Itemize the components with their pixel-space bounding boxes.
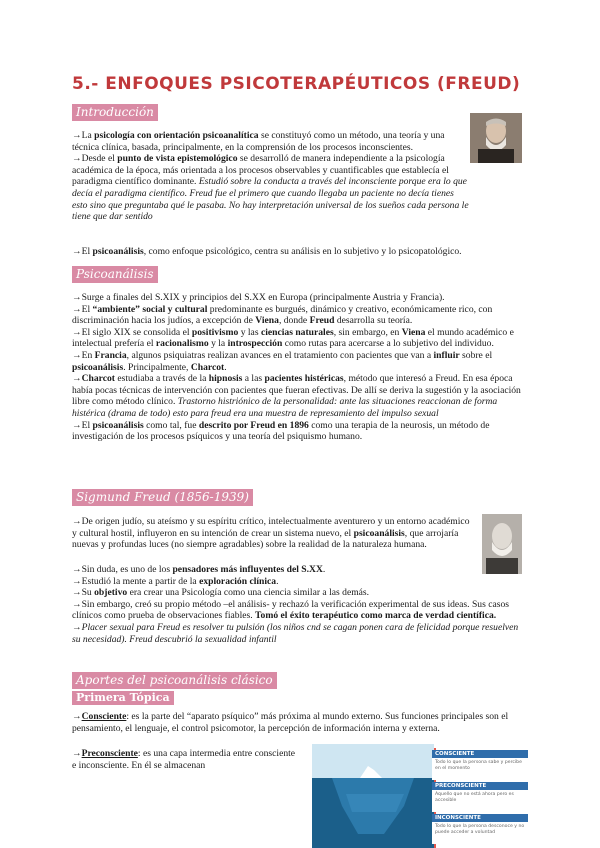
page-title: 5.- ENFOQUES PSICOTERAPÉUTICOS (FREUD) [72, 74, 521, 94]
preconsciente-paragraph: →Preconsciente: es una capa intermedia entre consciente e inconsciente. En él se almacenan [72, 748, 296, 771]
legend-consciente-title: CONSCIENTE [432, 750, 528, 758]
legend-inconsciente [432, 814, 528, 844]
section-heading-aportes: Aportes del psicoanálisis clásico [72, 672, 277, 689]
section-heading-psicoanalisis: Psicoanálisis [72, 266, 158, 283]
section-heading-sigmund-freud: Sigmund Freud (1856-1939) [72, 489, 253, 506]
legend-consciente [432, 750, 528, 780]
section-heading-introduccion: Introducción [72, 104, 158, 121]
legend-preconsciente [432, 782, 528, 812]
freud-paragraph: →De origen judío, su ateísmo y su espíritu crítico, intelectualmente aventurero y un entorno académico y cultural hostil, influyeron en su intención de crear un sistema nuevo, el psicoanálisis, que arrojaría nuevas y profundas luces (no siempre agradables) sobre la realidad de la naturaleza humana. [72, 516, 470, 551]
legend-inconsciente-title: INCONSCIENTE [432, 814, 528, 822]
subheading-primera-topica: Primera Tópica [72, 691, 174, 705]
legend-consciente-text: Todo lo que la persona sabe y percibe en el momento [435, 760, 522, 771]
intro-paragraph: →La psicología con orientación psicoanalítica se constituyó como un método, una teoría y una técnica clínica, basada, principalmente, en la comprensión de los procesos inconscientes. →Desde el punto de vista epistemológico se desarrolló de manera independiente a la psicología académica de la época, más orientada a los procesos observables y cuantificables que establecía el paradigma científico dominante. Estudió sobre la conducta a través del inconsciente porque era lo que decía el paradigma científico. Freud fue el primero que cuando llegaba un paciente no decía tienes esto sino que preguntaba qué le pasaba. No hay interpretación universal de los sueños cada persona le tiene que dar sentido [72, 130, 469, 223]
legend-preconsciente-title: PRECONSCIENTE [432, 782, 528, 790]
psicoanalisis-paragraph: →Surge a finales del S.XIX y principios del S.XX en Europa (principalmente Austria y Francia). →El “ambiente” social y cultural predominante es burgués, dinámico y creativo, económicamente rico, con discriminación hacia los judíos, a excepción de Viena, donde Freud desarrolla su teoría. →El siglo XIX se consolida el positivismo y las ciencias naturales, sin embargo, en Viena el mundo académico e intelectual prefería el racionalismo y la introspección como rutas para acercarse a lo subjetivo del individuo. →En Francia, algunos psiquiatras realizan avances en el tratamiento con pacientes que van a influir sobre el psicoanálisis. Principalmente, Charcot. →Charcot estudiaba a través de la hipnosis a las pacientes histéricas, método que interesó a Freud. En esa época había pocas técnicas de intervención con pacientes que fueran efectivas. De allí se deriva la sugestión y la asociación libre como método clínico. Trastorno histriónico de la personalidad: ante las situaciones reaccionan de forma histérica (drama de todo) esto para freud era una muestra de represamiento del impulso sexual →El psicoanálisis como tal, fue descrito por Freud en 1896 como una terapia de la neurosis, un método de investigación de los procesos psíquicos y una teoría del psiquismo humano. [72, 292, 521, 443]
intro-paragraph-last: →El psicoanálisis, como enfoque psicológico, centra su análisis en lo subjetivo y lo psicopatológico. [72, 246, 462, 257]
legend-preconsciente-text: Aquello que no está ahora pero es accesible [435, 792, 514, 803]
freud-portrait-image [470, 113, 522, 163]
consciente-paragraph: →Consciente: es la parte del “aparato psíquico” más próxima al mundo externo. Sus funciones principales son el pensamiento, el lenguaje, el control psicomotor, la percepción de información interna y externa. [72, 711, 509, 734]
freud-paragraph-cont: →Sin duda, es uno de los pensadores más influyentes del S.XX. →Estudió la mente a partir de la exploración clínica. →Su objetivo era crear una Psicología como una ciencia similar a las demás. →Sin embargo, creó su propio método –el análisis- y rechazó la verificación experimental de sus ideas. Sus casos clínicos como prueba de observaciones fiables. Tomó el éxito terapéutico como marca de verdad científica. →Placer sexual para Freud es resolver tu pulsión (los niños cnd se cagan ponen cara de felicidad porque resuelven su necesidad). Freud descubrió la sexualidad infantil [72, 564, 519, 645]
iceberg-diagram-image [312, 744, 434, 848]
legend-inconsciente-text: Todo lo que la persona desconoce y no puede acceder a voluntad [435, 824, 525, 835]
